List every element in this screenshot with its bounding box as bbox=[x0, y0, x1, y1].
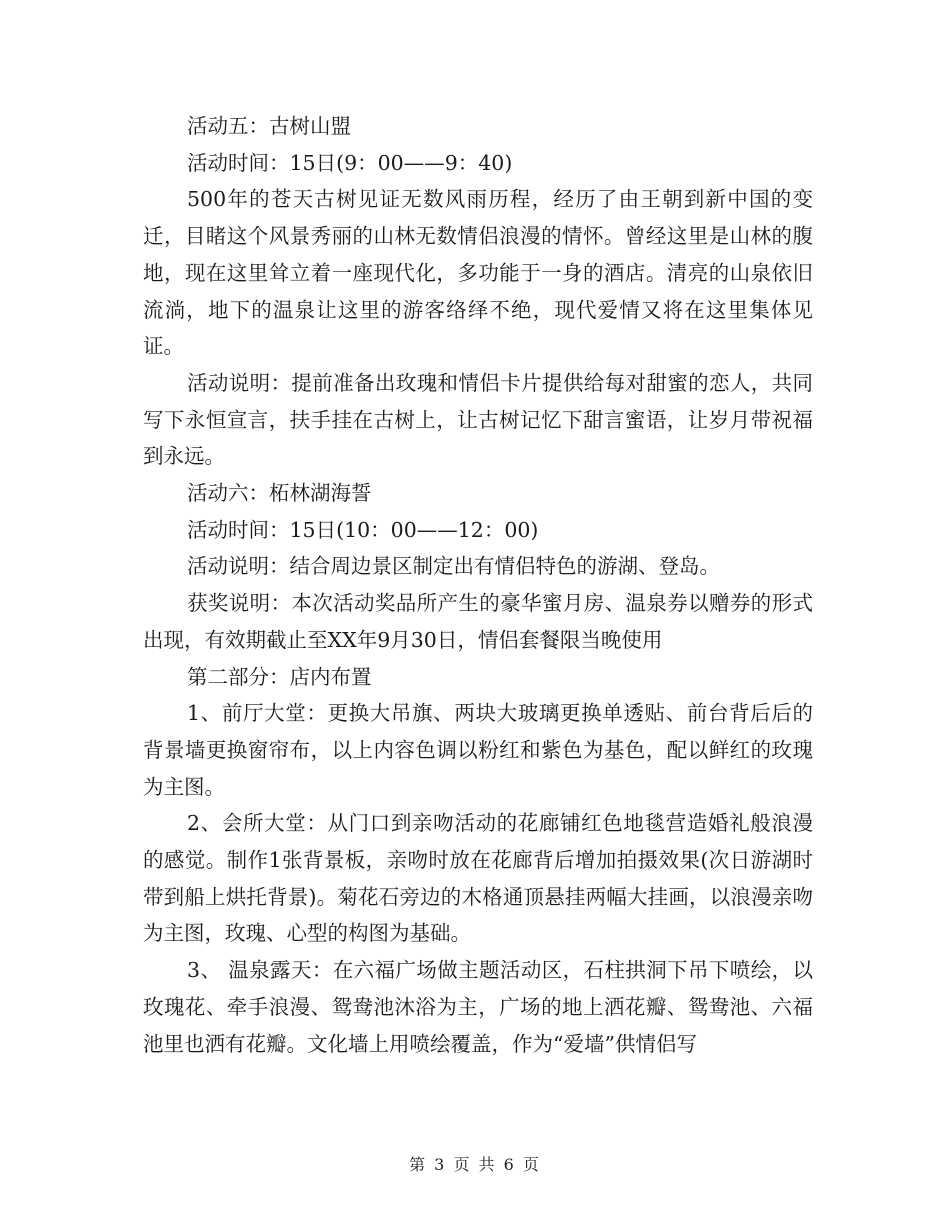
front-lobby-paragraph: 1、前厅大堂：更换大吊旗、两块大玻璃更换单透贴、前台背后后的背景墙更换窗帘布，以上内容色调以粉红和紫色为基色，配以鲜红的玫瑰为主图。 bbox=[143, 701, 813, 799]
activity-six-time: 活动时间：15日(10：00——12：00) bbox=[187, 517, 539, 542]
activity-six-heading: 活动六：柘林湖海誓 bbox=[187, 481, 372, 506]
hot-spring-paragraph: 3、 温泉露天：在六福广场做主题活动区，石柱拱洞下吊下喷绘，以玫瑰花、牵手浪漫、鸳鸯池沐浴为主，广场的地上洒花瓣、鸳鸯池、六福池里也洒有花瓣。文化墙上用喷绘覆盖，作为“爱墙”供情侣写 bbox=[143, 958, 813, 1056]
part-two-heading: 第二部分：店内布置 bbox=[187, 664, 372, 689]
prize-notes: 获奖说明：本次活动奖品所产生的豪华蜜月房、温泉券以赠券的形式出现，有效期截止至XX年9月30日，情侣套餐限当晚使用 bbox=[143, 591, 813, 652]
club-lobby-paragraph: 2、会所大堂：从门口到亲吻活动的花廊铺红色地毯营造婚礼般浪漫的感觉。制作1张背景板，亲吻时放在花廊背后增加拍摄效果(次日游湖时带到船上烘托背景)。菊花石旁边的木格通顶悬挂两幅大挂画，以浪漫亲吻为主图，玫瑰、心型的构图为基础。 bbox=[143, 811, 813, 946]
activity-five-heading: 活动五：古树山盟 bbox=[187, 114, 351, 138]
activity-five-description: 500年的苍天古树见证无数风雨历程，经历了由王朝到新中国的变迁，目睹这个风景秀丽的山林无数情侣浪漫的情怀。曾经这里是山林的腹地，现在这里耸立着一座现代化，多功能于一身的酒店。清亮的山泉依旧流淌，地下的温泉让这里的游客络绎不绝，现代爱情又将在这里集体见证。 bbox=[143, 187, 813, 359]
activity-five-time: 活动时间：15日(9：00——9：40) bbox=[187, 150, 513, 175]
document-body bbox=[143, 108, 813, 1062]
page-footer: 第 3 页 共 6 页 bbox=[409, 1155, 541, 1174]
activity-five-notes: 活动说明：提前准备出玫瑰和情侣卡片提供给每对甜蜜的恋人，共同写下永恒宣言，扶手挂在古树上，让古树记忆下甜言蜜语，让岁月带祝福到永远。 bbox=[143, 370, 813, 469]
activity-six-notes: 活动说明：结合周边景区制定出有情侣特色的游湖、登岛。 bbox=[187, 554, 720, 579]
